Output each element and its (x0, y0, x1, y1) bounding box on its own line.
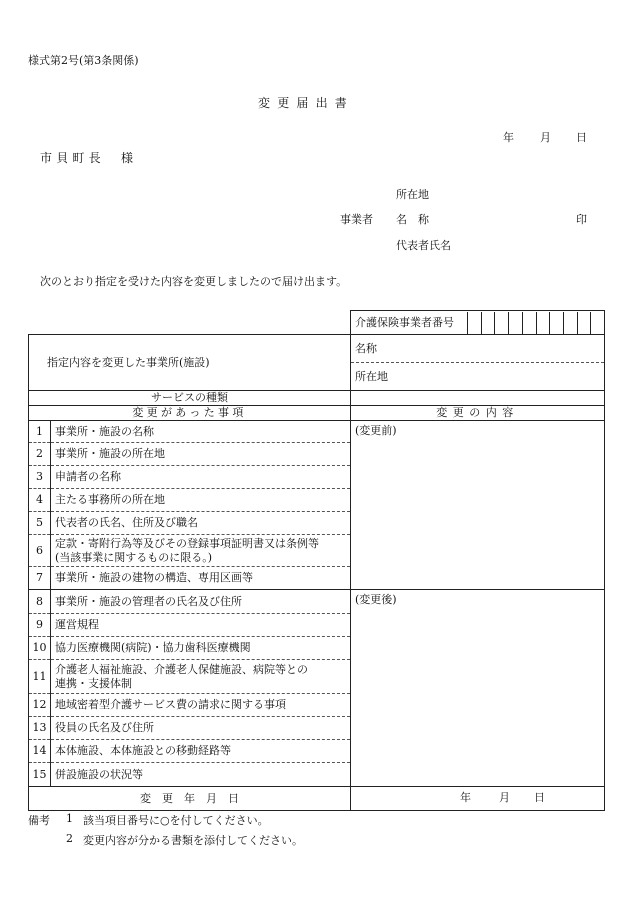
change-date-label: 変 更 年 月 日 (29, 787, 351, 811)
item-label: 本体施設、本体施設との移動経路等 (51, 740, 351, 763)
change-date-month: 月 (499, 791, 510, 804)
item-number: 3 (29, 466, 51, 489)
date-month-label: 月 (540, 131, 551, 144)
item-label (51, 535, 351, 567)
form-number: 様式第2号(第3条関係) (28, 54, 139, 67)
date-day-label: 日 (576, 131, 587, 144)
item-number: 5 (29, 512, 51, 535)
applicant-business-label: 事業者 (340, 213, 373, 226)
insurer-number-label: 介護保険事業者番号 (355, 315, 454, 329)
notes-label: 備考 (28, 814, 50, 827)
item-number: 11 (29, 660, 51, 694)
applicant-name-label: 名 称 (396, 213, 429, 226)
item-number: 13 (29, 717, 51, 740)
item-label: 事業所・施設の管理者の氏名及び住所 (51, 590, 351, 614)
date-year-label: 年 (503, 131, 514, 144)
before-label: (変更前) (355, 424, 397, 437)
service-type-label: サービスの種類 (29, 391, 351, 406)
facility-cell (351, 335, 605, 391)
item-number: 8 (29, 590, 51, 614)
item-label: 事業所・施設の名称 (51, 421, 351, 443)
applicant-address-label: 所在地 (396, 188, 429, 201)
change-date-day: 日 (534, 791, 545, 804)
insurer-number-cell (351, 311, 605, 335)
after-label: (変更後) (355, 593, 397, 606)
facility-label: 指定内容を変更した事業所(施設) (29, 335, 351, 391)
item-row[interactable] (29, 421, 605, 443)
facility-address-label[interactable]: 所在地 (355, 369, 388, 383)
facility-name-label[interactable]: 名称 (351, 335, 604, 363)
item-number: 14 (29, 740, 51, 763)
item-label-line1: 定款・寄附行為等及びその登録事項証明書又は条例等 (55, 536, 319, 550)
item-label: 地域密着型介護サービス費の請求に関する事項 (51, 694, 351, 717)
item-label: 事業所・施設の建物の構造、専用区画等 (51, 567, 351, 590)
note-1-number: 1 (66, 812, 73, 825)
item-number: 12 (29, 694, 51, 717)
item-number: 9 (29, 614, 51, 637)
item-label-line2: 連携・支援体制 (55, 676, 132, 690)
item-label: 協力医療機関(病院)・協力歯科医療機関 (51, 637, 351, 660)
note-2-number: 2 (66, 832, 73, 845)
intro-text: 次のとおり指定を受けた内容を変更しましたので届け出ます。 (40, 275, 348, 288)
item-label: 事業所・施設の所在地 (51, 443, 351, 466)
item-label-line2: (当該事業に関するものに限る。) (55, 550, 213, 564)
note-1-text: 該当項目番号に○を付してください。 (83, 814, 269, 827)
form-title: 変更届出書 (258, 96, 355, 110)
note-2-text: 変更内容が分かる書類を添付してください。 (83, 834, 303, 847)
item-number: 1 (29, 421, 51, 443)
item-label: 代表者の氏名、住所及び職名 (51, 512, 351, 535)
item-number: 6 (29, 535, 51, 567)
change-date-field[interactable] (351, 787, 605, 811)
seal-mark: 印 (576, 213, 587, 226)
service-type-field[interactable] (351, 391, 605, 406)
item-number: 7 (29, 567, 51, 590)
item-label-line1: 介護老人福祉施設、介護老人保健施設、病院等との (55, 662, 308, 676)
item-row[interactable] (29, 590, 605, 614)
after-content[interactable] (351, 590, 605, 787)
addressee: 市貝町長 様 (40, 151, 138, 165)
item-label: 役員の氏名及び住所 (51, 717, 351, 740)
item-label (51, 660, 351, 694)
insurer-number-boxes[interactable] (467, 312, 604, 334)
changed-items-header: 変更があった事項 (29, 406, 351, 421)
item-number: 15 (29, 763, 51, 787)
item-number: 2 (29, 443, 51, 466)
item-label: 主たる事務所の所在地 (51, 489, 351, 512)
change-date-year: 年 (460, 791, 471, 804)
before-content[interactable] (351, 421, 605, 590)
representative-label: 代表者氏名 (396, 239, 451, 252)
change-form-table (28, 310, 605, 811)
item-label: 併設施設の状況等 (51, 763, 351, 787)
change-content-header: 変更の内容 (351, 406, 605, 421)
item-number: 4 (29, 489, 51, 512)
item-label: 運営規程 (51, 614, 351, 637)
item-number: 10 (29, 637, 51, 660)
item-label: 申請者の名称 (51, 466, 351, 489)
